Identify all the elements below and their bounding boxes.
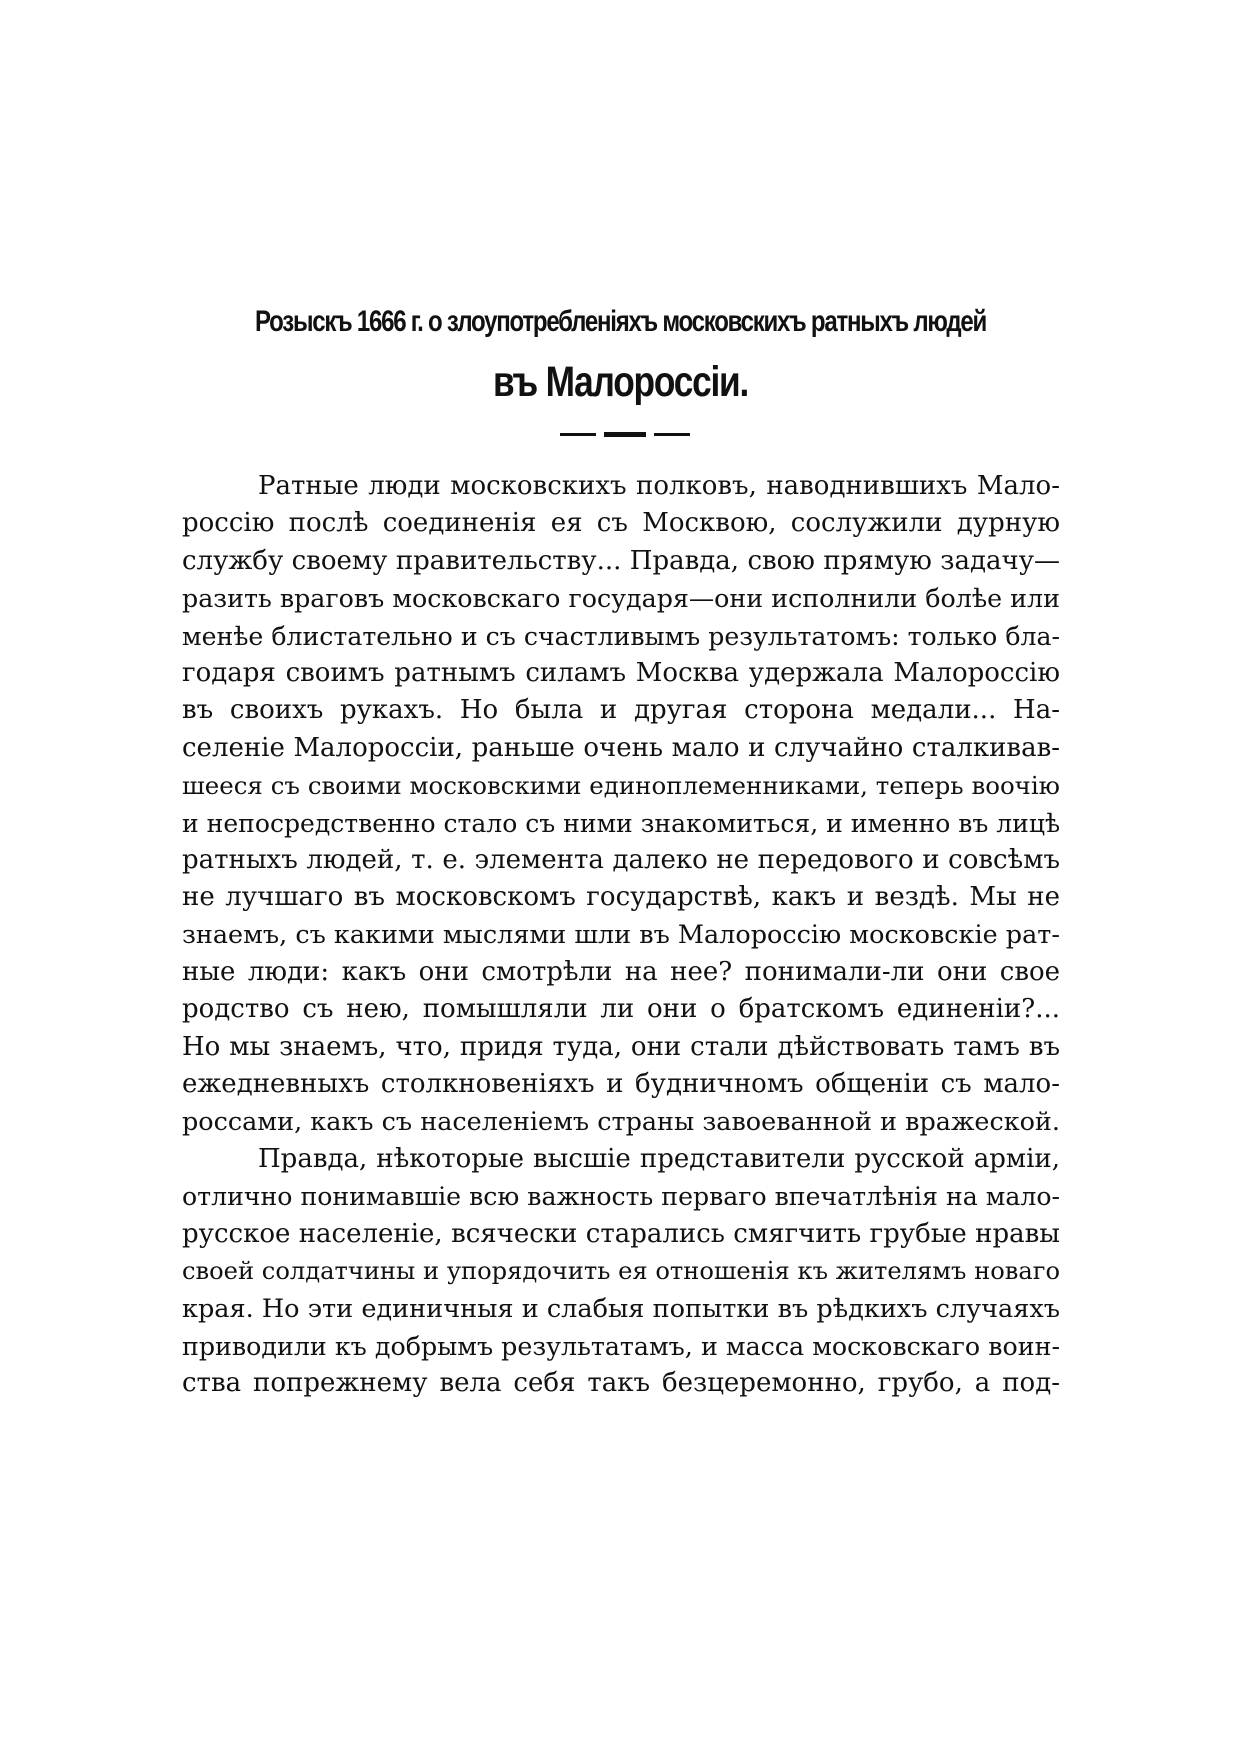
paragraph-1-line: ные люди: какъ они смотрѣли на нее? понимали-ли они свое (182, 957, 1060, 988)
paragraph-1-line: россію послѣ соединенія ея съ Москвою, сослужили дурную (182, 508, 1060, 539)
paragraph-1-line: годаря своимъ ратнымъ силамъ Москва удержала Малороссію (182, 657, 1060, 688)
paragraph-1-line: шееся съ своими московскими единоплеменниками, теперь воочію (182, 771, 1060, 801)
paragraph-1-line: менѣе блистательно и съ счастливымъ результатомъ: только бла- (182, 621, 1060, 651)
paragraph-2-line: приводили къ добрымъ результатамъ, и масса московскаго воин- (182, 1331, 1060, 1361)
paragraph-1-line: и непосредственно стало съ ними знакомиться, и именно въ лицѣ (182, 808, 1060, 838)
body-text (182, 468, 1060, 1403)
paragraph-2-line: отлично понимавшіе всю важность перваго впечатлѣнія на мало- (182, 1182, 1060, 1212)
divider-dash-right (654, 433, 690, 436)
title-line-1: Розыскъ 1666 г. о злоупотребленіяхъ московскихъ ратныхъ людей (254, 305, 987, 338)
title-divider (560, 433, 690, 436)
paragraph-2-line: ства попрежнему вела себя такъ безцеремонно, грубо, а под- (182, 1368, 1060, 1399)
paragraph-1-line: не лучшаго въ московскомъ государствѣ, какъ и вездѣ. Мы не (182, 882, 1060, 913)
paragraph-2-line: своей солдатчины и упорядочить ея отношенія къ жителямъ новаго (182, 1257, 1060, 1286)
paragraph-1-line: Но мы знаемъ, что, придя туда, они стали дѣйствовать тамъ въ (182, 1031, 1060, 1062)
paragraph-1-line: знаемъ, съ какими мыслями шли въ Малороссію московскіе рат- (182, 919, 1060, 950)
paragraph-1-line: Ратные люди московскихъ полковъ, наводнившихъ Мало- (258, 471, 1060, 501)
paragraph-1-line: въ своихъ рукахъ. Но была и другая сторона медали... На- (182, 695, 1060, 726)
divider-dash-left (560, 433, 596, 436)
page-title (243, 292, 998, 412)
title-line-2: въ Малороссіи. (492, 358, 749, 406)
paragraph-2-line: края. Но эти единичныя и слабыя попытки въ рѣдкихъ случаяхъ (182, 1293, 1060, 1324)
paragraph-1-line: ратныхъ людей, т. е. элемента далеко не передового и совсѣмъ (182, 844, 1060, 875)
paragraph-2-line: Правда, нѣкоторые высшіе представители русской арміи, (258, 1144, 1060, 1175)
paragraph-2-line: русское населеніе, всячески старались смягчить грубые нравы (182, 1218, 1060, 1249)
paragraph-1-line: разить враговъ московскаго государя—они исполнили болѣе или (182, 583, 1060, 614)
paragraph-1-line: ежедневныхъ столкновеніяхъ и будничномъ общеніи съ мало- (182, 1069, 1060, 1100)
paragraph-1-line: селеніе Малороссіи, раньше очень мало и случайно сталкивав- (182, 732, 1060, 763)
paragraph-1-line: родство съ нею, помышляли ли они о братскомъ единеніи?... (182, 994, 1060, 1025)
paragraph-1-line: россами, какъ съ населеніемъ страны завоеванной и вражеской. (182, 1106, 1060, 1137)
paragraph-1-line: службу своему правительству... Правда, свою прямую задачу— (182, 545, 1060, 576)
divider-dash-center (604, 432, 646, 437)
